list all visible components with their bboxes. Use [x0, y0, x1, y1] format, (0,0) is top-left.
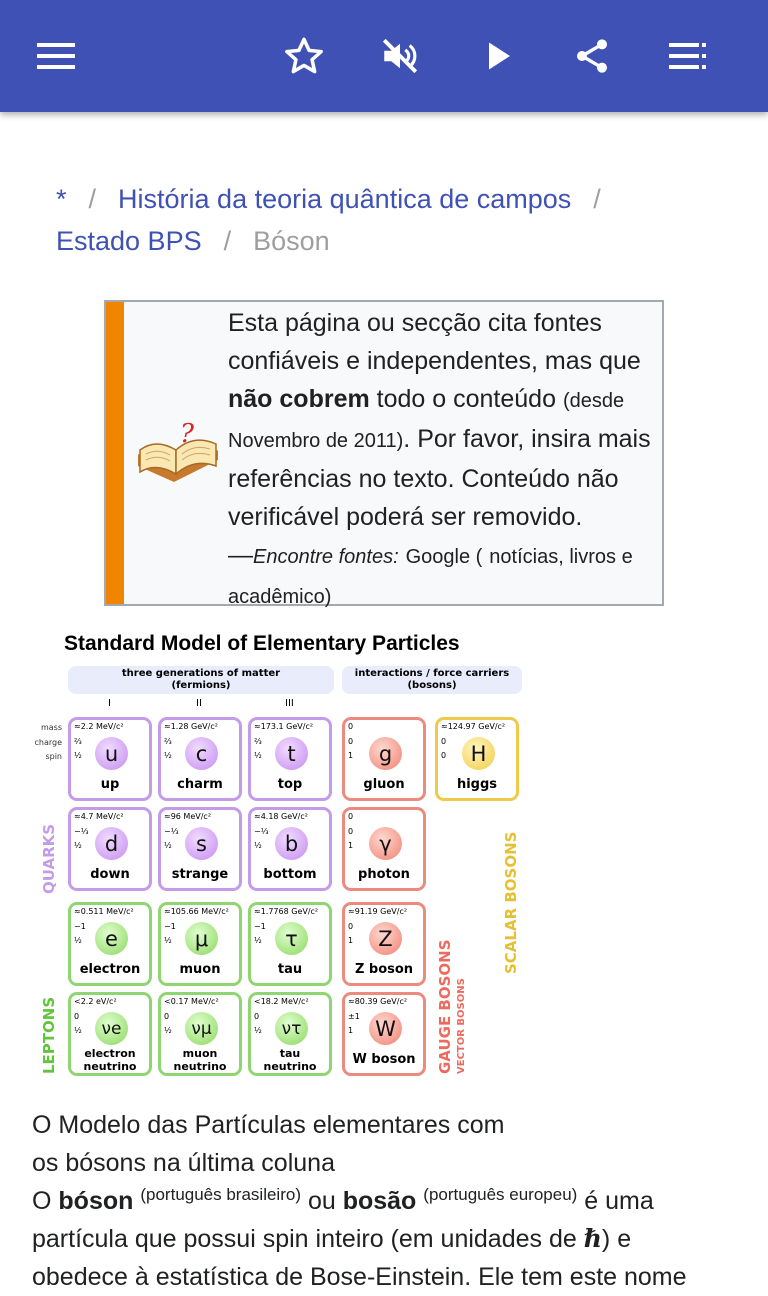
particle-charge: −1: [164, 922, 176, 931]
particle-mass: ≈173.1 GeV/c²: [254, 722, 314, 731]
charge-label: charge: [34, 738, 62, 747]
notice-dash: —: [228, 541, 253, 569]
particle-card: [68, 902, 152, 986]
particle-spin: ½: [74, 841, 82, 850]
particle-mass: ≈4.7 MeV/c²: [74, 812, 124, 821]
notice-accent-bar: [106, 302, 124, 604]
breadcrumb-separator: /: [88, 184, 97, 214]
particle-name: higgs: [456, 777, 498, 792]
spin-label: spin: [45, 752, 62, 761]
scalar-bosons-label: SCALAR BOSONS: [502, 831, 520, 974]
particle-name: muon: [179, 962, 221, 977]
particle-spin: 1: [348, 751, 354, 760]
particle-name: Z boson: [354, 962, 414, 977]
particle-card: [68, 807, 152, 891]
notice-date: (desde Novembro de 2011): [228, 390, 625, 452]
playlist-icon: [669, 42, 707, 70]
particle-mass: ≈96 MeV/c²: [164, 812, 212, 821]
share-icon: [572, 36, 612, 76]
particle-spin: 0: [441, 751, 447, 760]
particle-spin: ½: [74, 936, 82, 945]
generation-label: I: [108, 698, 111, 709]
particle-symbol: νμ: [185, 1012, 218, 1045]
share-button[interactable]: [560, 24, 624, 88]
breadcrumb-current: Bóson: [253, 226, 330, 256]
particle-card: [435, 717, 519, 801]
volume-off-icon: [379, 35, 421, 77]
book-question-icon: [134, 420, 222, 495]
particle-name: photon: [358, 867, 410, 882]
generation-label: II: [196, 698, 202, 709]
group-fermions: three generations of matter (fermions): [68, 666, 334, 694]
particle-card: [158, 902, 242, 986]
particle-mass: 0: [348, 812, 354, 821]
breadcrumb-item-bps[interactable]: Estado BPS: [56, 226, 202, 256]
notice-text-part: . Por favor, insira mais referências no texto. Conteúdo não verificável poderá ser removido.: [228, 425, 651, 531]
particle-spin: ½: [164, 841, 172, 850]
particle-charge: −⅓: [74, 827, 89, 836]
breadcrumb-item-home[interactable]: *: [56, 184, 67, 214]
particle-charge: 0: [441, 737, 447, 746]
particle-mass: ≈124.97 GeV/c²: [441, 722, 506, 731]
group-bosons: interactions / force carriers (bosons): [342, 666, 522, 694]
particle-charge: 0: [348, 737, 354, 746]
mass-label: mass: [40, 723, 62, 732]
menu-button[interactable]: [24, 24, 88, 88]
vector-bosons-label: VECTOR BOSONS: [456, 978, 467, 1074]
particle-mass: ≈1.7768 GeV/c²: [254, 907, 319, 916]
particle-spin: ½: [164, 1026, 172, 1035]
particle-name: strange: [171, 867, 229, 882]
standard-model-figure[interactable]: [32, 628, 532, 1080]
particle-charge: ⅔: [254, 737, 262, 746]
academic-link[interactable]: acadêmico: [228, 586, 325, 608]
notice-text-part: Esta página ou secção cita fontes confiáveis e independentes, mas que: [228, 309, 641, 375]
particle-card: [68, 992, 152, 1076]
mute-button[interactable]: [368, 24, 432, 88]
news-link[interactable]: notícias: [489, 546, 559, 568]
particle-mass: <2.2 eV/c²: [74, 997, 117, 1006]
particle-card: [342, 807, 426, 891]
svg-text:?: ?: [180, 420, 194, 449]
particle-symbol: ντ: [275, 1012, 308, 1045]
term-boson: bóson: [58, 1187, 134, 1215]
particle-spin: ½: [74, 1026, 82, 1035]
particle-spin: ½: [254, 936, 262, 945]
conjunction: e: [616, 546, 633, 568]
particle-mass: ≈0.511 MeV/c²: [74, 907, 134, 916]
body-text: ) e obedece à estatística de Bose-Einstein. Ele tem este nome: [32, 1225, 687, 1291]
particle-spin: 1: [348, 936, 354, 945]
particle-card: [68, 717, 152, 801]
particle-name: down: [90, 867, 130, 882]
comma: ,: [558, 546, 570, 568]
particle-card: [248, 902, 332, 986]
particle-mass: 0: [348, 722, 354, 731]
particle-name: bottom: [263, 867, 317, 882]
find-sources-label: Encontre fontes:: [253, 546, 399, 568]
particle-spin: ½: [254, 841, 262, 850]
particle-charge: ⅔: [74, 737, 82, 746]
notice-text: [228, 304, 656, 616]
particle-name: muon neutrino: [173, 1047, 227, 1073]
body-text: O: [32, 1187, 59, 1215]
particle-symbol: νe: [95, 1012, 128, 1045]
particle-mass: ≈4.18 GeV/c²: [254, 812, 308, 821]
body-text: ou: [301, 1187, 343, 1215]
particle-spin: ½: [164, 936, 172, 945]
particle-symbol: t: [275, 737, 308, 770]
gauge-bosons-label: GAUGE BOSONS: [436, 939, 454, 1074]
particle-symbol: W: [369, 1012, 402, 1045]
particle-symbol: H: [462, 737, 495, 770]
play-icon: [480, 38, 516, 74]
particle-symbol: g: [369, 737, 402, 770]
particle-charge: 0: [164, 1012, 170, 1021]
particle-name: tau neutrino: [263, 1047, 317, 1073]
playlist-button[interactable]: [656, 24, 720, 88]
google-link[interactable]: Google: [405, 546, 471, 568]
particle-charge: 0: [348, 827, 354, 836]
body-text: é uma partícula que possui spin inteiro (em unidades de: [32, 1187, 654, 1253]
particle-card: [158, 992, 242, 1076]
books-link[interactable]: livros: [569, 546, 617, 568]
particle-name: W boson: [352, 1052, 416, 1067]
notice-bold: não cobrem: [228, 385, 370, 413]
particle-charge: −1: [254, 922, 266, 931]
particle-charge: ⅔: [164, 737, 172, 746]
play-button[interactable]: [466, 24, 530, 88]
particle-card: [342, 717, 426, 801]
particle-mass: ≈105.66 MeV/c²: [164, 907, 229, 916]
particle-symbol: u: [95, 737, 128, 770]
particle-card: [342, 992, 426, 1076]
paren: (: [470, 546, 483, 568]
particle-name: electron neutrino: [83, 1047, 137, 1073]
particle-name: top: [277, 777, 303, 792]
bookmark-button[interactable]: [272, 24, 336, 88]
particle-name: up: [100, 777, 120, 792]
app-bar: [0, 0, 768, 112]
article-paragraph: [32, 1182, 732, 1296]
particle-symbol: e: [95, 922, 128, 955]
particle-name: electron: [79, 962, 141, 977]
note-pt-eu: (português europeu): [423, 1185, 578, 1204]
paren: ): [324, 586, 332, 608]
leptons-label: LEPTONS: [40, 996, 58, 1074]
particle-name: charm: [177, 777, 223, 792]
breadcrumb-separator: /: [223, 226, 232, 256]
particle-charge: −⅓: [164, 827, 179, 836]
particle-symbol: b: [275, 827, 308, 860]
particle-symbol: μ: [185, 922, 218, 955]
star-outline-icon: [283, 35, 325, 77]
particle-symbol: τ: [275, 922, 308, 955]
menu-icon: [37, 42, 75, 70]
particle-spin: ½: [74, 751, 82, 760]
particle-spin: ½: [254, 1026, 262, 1035]
breadcrumb: [56, 178, 736, 262]
particle-charge: 0: [74, 1012, 80, 1021]
particle-mass: ≈2.2 MeV/c²: [74, 722, 124, 731]
particle-symbol: c: [185, 737, 218, 770]
particle-spin: ½: [254, 751, 262, 760]
particle-mass: <18.2 MeV/c²: [254, 997, 309, 1006]
particle-spin: 1: [348, 841, 354, 850]
particle-mass: <0.17 MeV/c²: [164, 997, 219, 1006]
quarks-label: QUARKS: [40, 823, 58, 894]
figure-caption: O Modelo das Partículas elementares com os bósons na última coluna: [32, 1111, 505, 1177]
particle-charge: 0: [254, 1012, 260, 1021]
particle-symbol: s: [185, 827, 218, 860]
notice-text-part: todo o conteúdo: [376, 385, 556, 413]
particle-card: [158, 807, 242, 891]
particle-charge: −1: [74, 922, 86, 931]
particle-spin: ½: [164, 751, 172, 760]
breadcrumb-item-history[interactable]: História da teoria quântica de campos: [118, 184, 572, 214]
particle-charge: ±1: [348, 1012, 360, 1021]
particle-charge: −⅓: [254, 827, 269, 836]
particle-mass: ≈1.28 GeV/c²: [164, 722, 218, 731]
generation-label: III: [285, 698, 294, 709]
particle-card: [248, 992, 332, 1076]
particle-name: gluon: [363, 777, 405, 792]
particle-symbol: d: [95, 827, 128, 860]
particle-spin: 1: [348, 1026, 354, 1035]
particle-card: [158, 717, 242, 801]
note-pt-br: (português brasileiro): [140, 1185, 301, 1204]
particle-card: [248, 807, 332, 891]
particle-card: [342, 902, 426, 986]
figure-title: Standard Model of Elementary Particles: [64, 632, 460, 655]
breadcrumb-separator: /: [593, 184, 601, 214]
hbar-symbol: ℏ: [583, 1224, 602, 1253]
particle-charge: 0: [348, 922, 354, 931]
particle-name: tau: [277, 962, 303, 977]
particle-mass: ≈91.19 GeV/c²: [348, 907, 408, 916]
particle-symbol: γ: [369, 827, 402, 860]
particle-mass: ≈80.39 GeV/c²: [348, 997, 408, 1006]
sources-notice: [104, 300, 664, 606]
particle-symbol: Z: [369, 922, 402, 955]
particle-card: [248, 717, 332, 801]
term-bosao: bosão: [342, 1187, 417, 1215]
